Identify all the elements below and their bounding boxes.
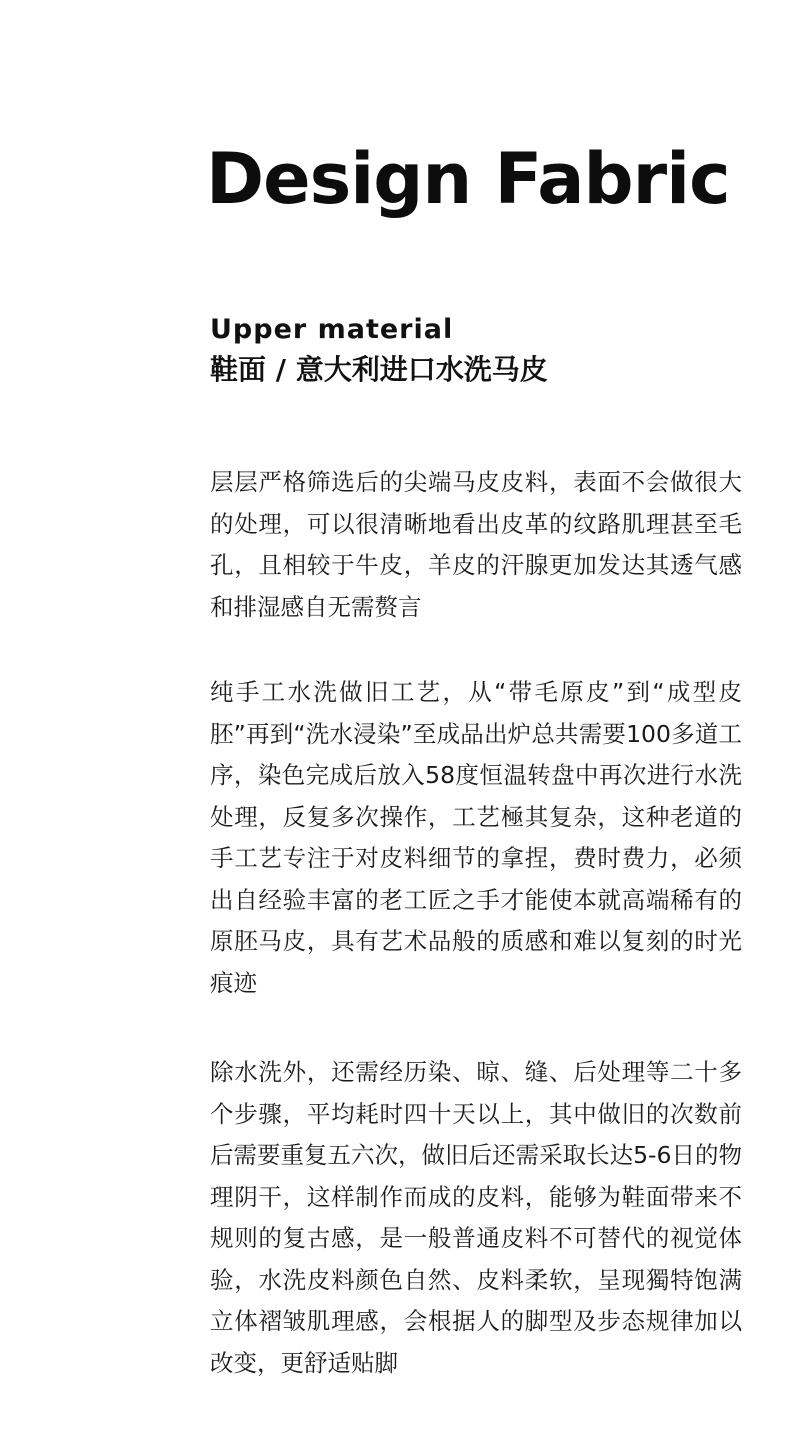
paragraph-block — [210, 462, 742, 628]
section-heading — [210, 310, 750, 390]
subtitle-english: Upper material — [210, 314, 454, 345]
paragraph-material-selection: 层层严格筛选后的尖端马皮皮料，表面不会做很大的处理，可以很清晰地看出皮革的纹路肌理甚至毛孔，且相较于牛皮，羊皮的汗腺更加发达其透气感和排湿感自无需赘言 — [210, 468, 742, 621]
subtitle-chinese: 鞋面 / 意大利进口水洗马皮 — [210, 353, 548, 386]
paragraph-block — [210, 1052, 742, 1384]
paragraph-handwash-process: 纯手工水洗做旧工艺，从“带毛原皮”到“成型皮胚”再到“洗水浸染”至成品出炉总共需要100多道工序，染色完成后放入58度恒温转盘中再次进行水洗处理，反复多次操作，工艺極其复杂，这种老道的手工艺专注于对皮料细节的拿捏，费时费力，必须出自经验丰富的老工匠之手才能使本就高端稀有的原胚马皮，具有艺术品般的质感和难以复刻的时光痕迹 — [210, 678, 742, 997]
page-title: Design Fabric — [206, 138, 730, 220]
paragraph-finishing-steps: 除水洗外，还需经历染、晾、缝、后处理等二十多个步骤，平均耗时四十天以上，其中做旧的次数前后需要重复五六次，做旧后还需采取长达5-6日的物理阴干，这样制作而成的皮料，能够为鞋面带来不规则的复古感，是一般普通皮料不可替代的视觉体验，水洗皮料颜色自然、皮料柔软，呈现獨特饱满立体褶皱肌理感，会根据人的脚型及步态规律加以改变，更舒适贴脚 — [210, 1058, 742, 1377]
paragraph-block — [210, 672, 742, 1004]
